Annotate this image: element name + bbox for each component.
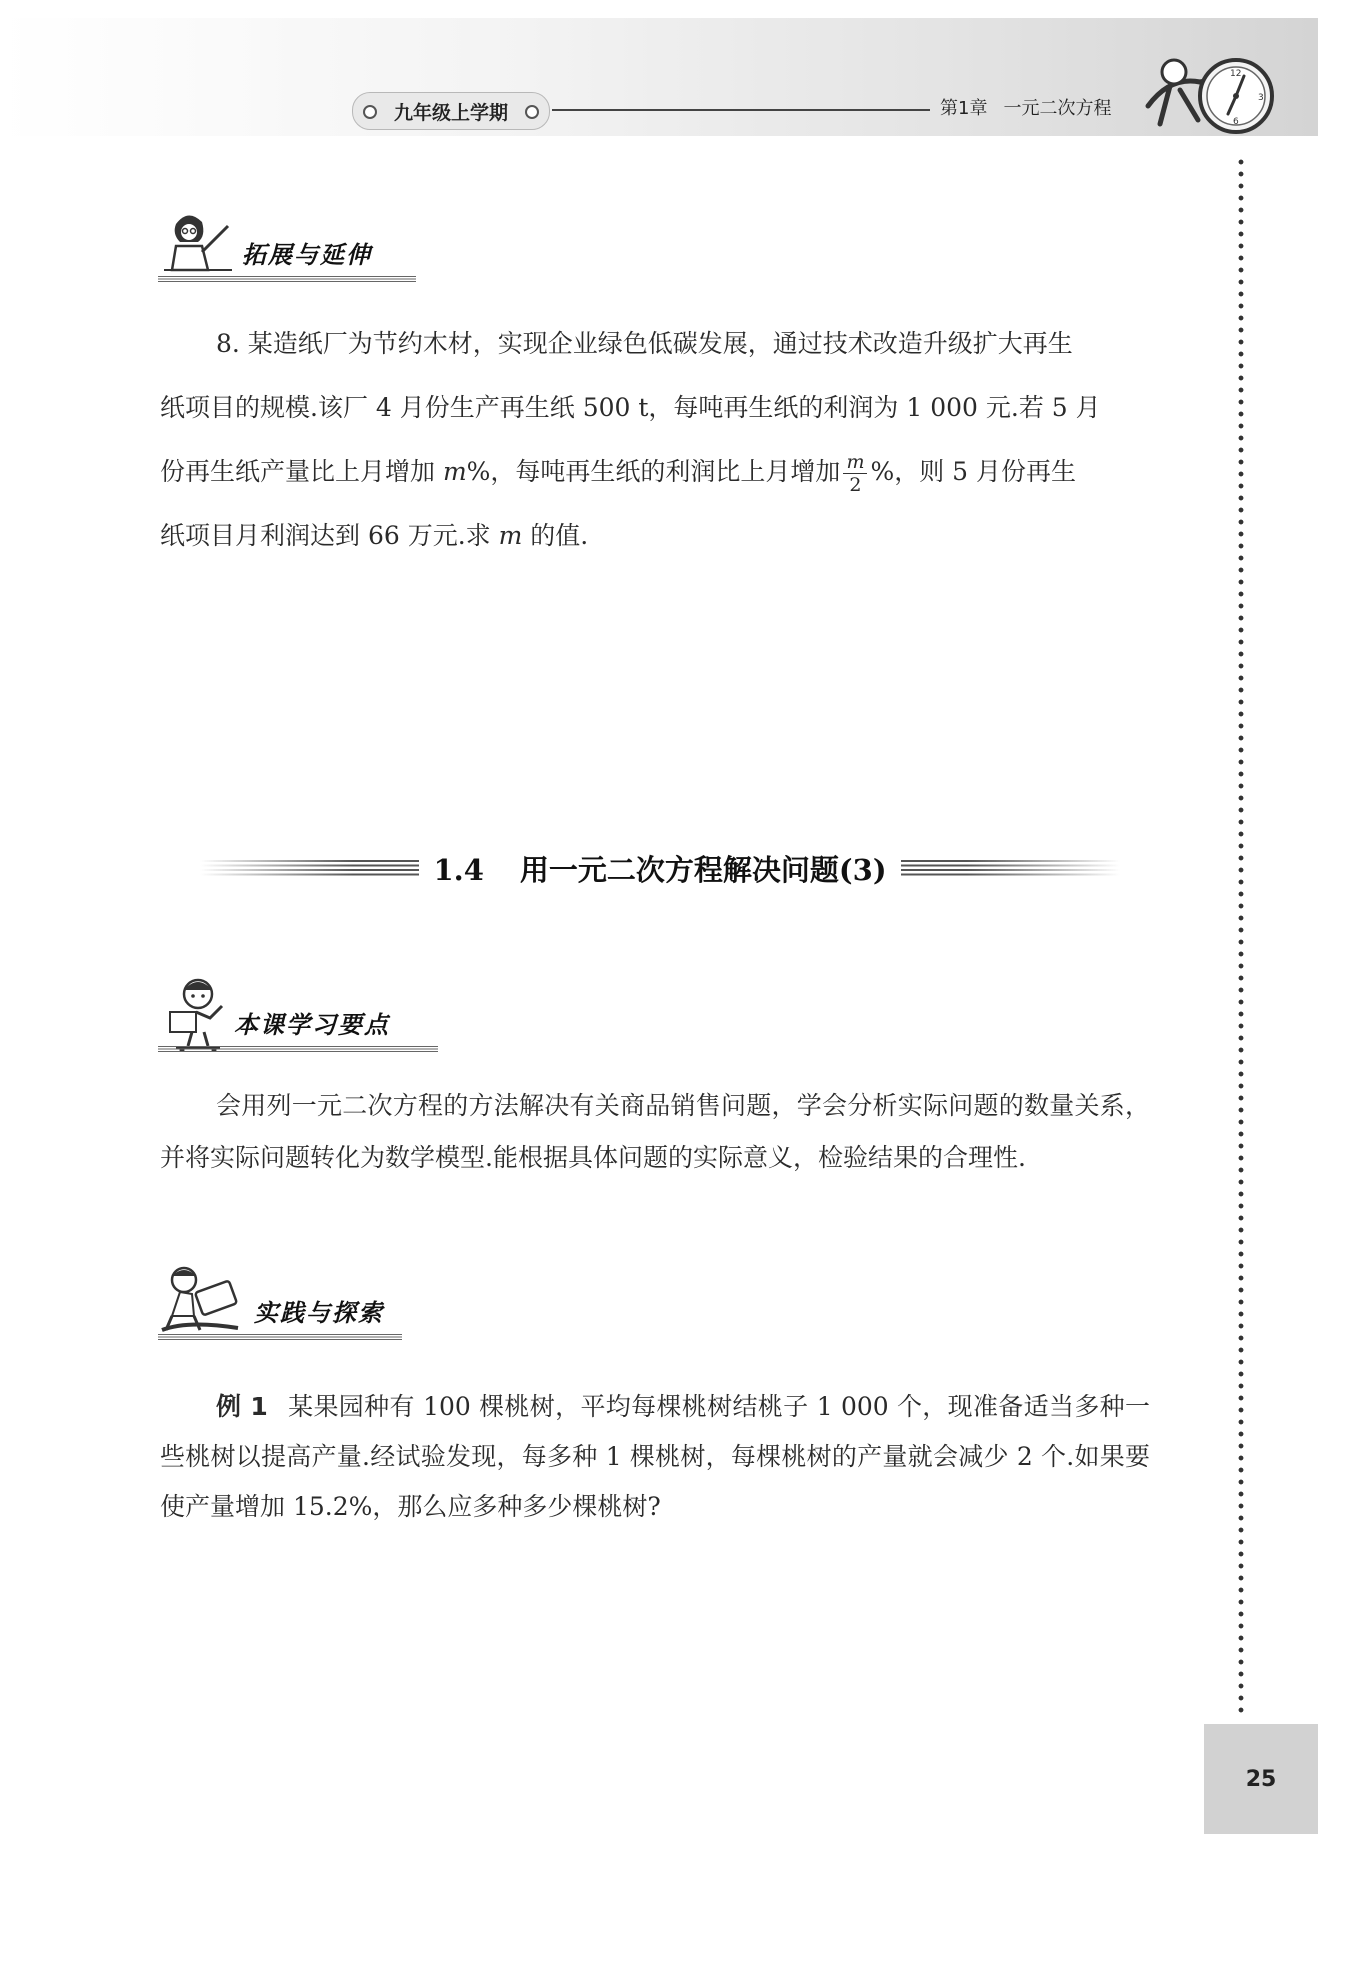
section-key-points-title: 本课学习要点: [234, 1011, 390, 1039]
title-decoration-right: [901, 860, 1120, 876]
lesson-number: 1.4: [433, 852, 484, 887]
header-rule: [552, 109, 930, 111]
grade-label: 九年级上学期: [352, 92, 550, 130]
text-run: 的值.: [522, 521, 589, 550]
chapter-number: 第1章: [940, 98, 988, 119]
section-extension-header: [158, 206, 416, 282]
section-extension-title: 拓展与延伸: [242, 241, 372, 269]
title-decoration-left: [200, 860, 419, 876]
text-run: 份再生纸产量比上月增加: [160, 457, 443, 486]
section-practice-title: 实践与探索: [254, 1299, 384, 1327]
margin-dotted-line: [1238, 156, 1244, 1716]
svg-text:6: 6: [1233, 117, 1239, 127]
text-run: %，每吨再生纸的利润比上月增加: [466, 457, 841, 486]
lesson-name: 用一元二次方程解决问题(3): [519, 852, 887, 887]
problem-8-line-1: 8. 某造纸厂为节约木材，实现企业绿色低碳发展，通过技术改造升级扩大再生: [216, 329, 1073, 358]
page-header-band: [0, 18, 1318, 136]
section-underline: [158, 1046, 438, 1052]
fraction-denominator: 2: [849, 474, 862, 496]
student-writing-icon: [158, 1264, 244, 1344]
problem-8-line-4: [160, 504, 1150, 568]
page-number: 25: [1204, 1724, 1318, 1834]
problem-8-line-2: 纸项目的规模.该厂 4 月份生产再生纸 500 t，每吨再生纸的利润为 1 000 元.若 5 月: [160, 393, 1101, 422]
key-points-text: 会用列一元二次方程的方法解决有关商品销售问题，学会分析实际问题的数量关系，并将实际问题转化为数学模型.能根据具体问题的实际意义，检验结果的合理性.: [160, 1091, 1150, 1172]
runner-clock-icon: [1140, 46, 1290, 140]
fraction-numerator: m: [843, 451, 867, 474]
example-label: 例 1: [216, 1392, 268, 1421]
section-key-points-header: [158, 976, 438, 1052]
problem-8: [160, 312, 1150, 568]
variable-m: m: [442, 457, 467, 486]
text-run: 纸项目月利润达到 66 万元.求: [160, 521, 499, 550]
chapter-heading: [940, 94, 1111, 124]
lesson-heading: [433, 848, 886, 889]
section-underline: [158, 1334, 402, 1340]
example-1: [160, 1382, 1150, 1532]
section-practice-header: [158, 1264, 402, 1340]
chapter-title: 一元二次方程: [1003, 98, 1112, 119]
section-underline: [158, 276, 416, 282]
student-reading-icon: [158, 976, 238, 1056]
teacher-icon: [158, 206, 238, 280]
problem-8-line-3: [160, 440, 1150, 504]
svg-text:3: 3: [1258, 93, 1264, 103]
svg-text:12: 12: [1230, 69, 1242, 79]
fraction-m-over-2: [843, 451, 867, 496]
variable-m: m: [498, 521, 523, 550]
example-text: 某果园种有 100 棵桃树，平均每棵桃树结桃子 1 000 个，现准备适当多种一些桃树以提高产量.经试验发现，每多种 1 棵桃树，每棵桃树的产量就会减少 2 个.如果要使产量增加 15.2%，那么应多种多少棵桃树?: [160, 1392, 1150, 1521]
text-run: %，则 5 月份再生: [870, 457, 1077, 486]
lesson-title: [200, 848, 1120, 888]
